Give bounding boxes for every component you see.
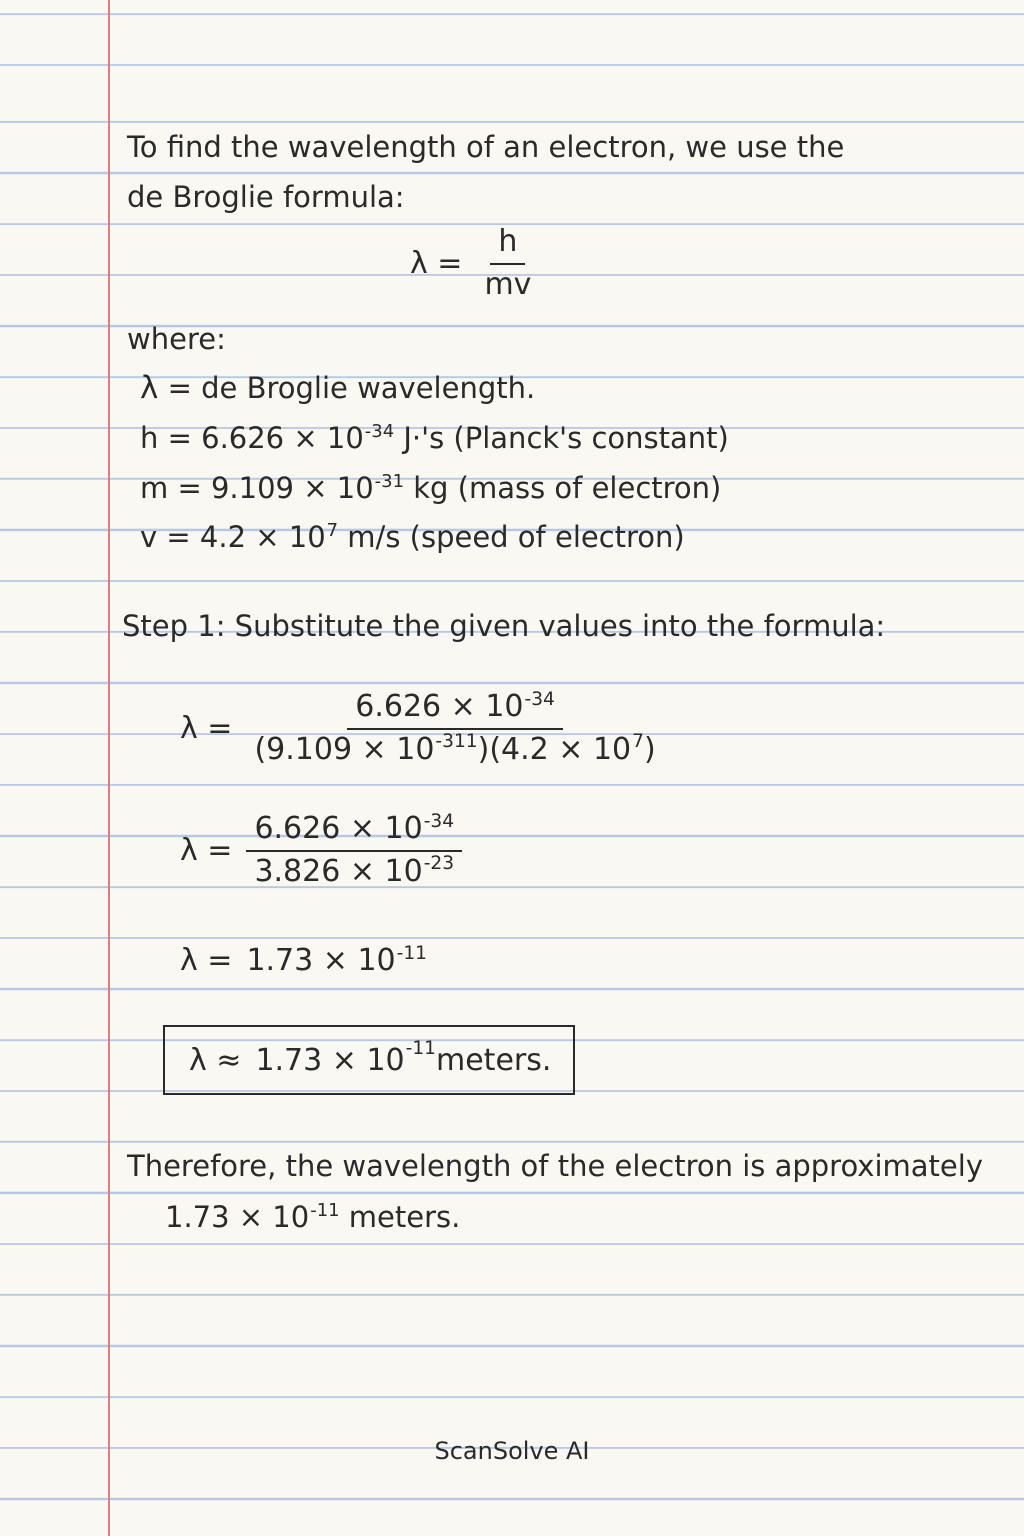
definition-m (140, 471, 722, 505)
conclusion-unit: meters. (339, 1200, 461, 1234)
eq2-denominator (246, 852, 462, 890)
v-description: m/s (speed of electron) (338, 520, 685, 554)
eq1-num-base: 6.626 × 10 (355, 689, 524, 724)
m-value: m = 9.109 × 10 (140, 471, 374, 505)
eq3-lhs: λ = (180, 943, 233, 978)
step-1-heading: Step 1: Substitute the given values into the formula: (122, 609, 886, 643)
eq3-exponent: -11 (396, 942, 427, 964)
intro-line-2: de Broglie formula: (127, 180, 405, 214)
eq1-den-speed-exponent: 7 (632, 731, 644, 753)
answer-exponent: -11 (405, 1038, 436, 1060)
eq2-numerator (246, 812, 462, 852)
answer-unit: meters. (436, 1042, 552, 1078)
answer-lhs: λ ≈ (189, 1042, 242, 1078)
m-exponent: -31 (374, 471, 405, 493)
red-margin-line (108, 0, 110, 1536)
eq1-num-exponent: -34 (524, 688, 555, 710)
eq3-value (246, 943, 427, 978)
definition-v (140, 520, 685, 554)
conclusion-line-1: Therefore, the wavelength of the electron is approximately (127, 1149, 983, 1183)
eq2-fraction (246, 812, 462, 889)
formula-lhs: λ = (410, 246, 463, 281)
definition-h (140, 421, 729, 455)
eq1-numerator (347, 690, 563, 730)
eq1-denominator (246, 730, 663, 768)
eq1-fraction (246, 690, 663, 767)
where-label: where: (127, 322, 226, 356)
conclusion-base: 1.73 × 10 (165, 1200, 310, 1234)
lambda-definition-text: = de Broglie wavelength. (158, 371, 536, 405)
v-exponent: 7 (326, 520, 339, 542)
conclusion-exponent: -11 (310, 1200, 340, 1222)
h-exponent: -34 (364, 421, 395, 443)
eq1-den-speed-base: (4.2 × 10 (489, 731, 632, 767)
eq1-den-mass-base: (9.109 × 10 (254, 731, 435, 767)
result-equation (180, 943, 427, 978)
eq3-base: 1.73 × 10 (246, 943, 396, 978)
eq2-num-exponent: -34 (423, 810, 455, 832)
answer-base: 1.73 × 10 (255, 1042, 405, 1078)
lambda-symbol: λ (140, 370, 159, 406)
eq2-lhs: λ = (180, 833, 233, 868)
eq2-den-base: 3.826 × 10 (254, 853, 423, 889)
intro-line-1: To find the wavelength of an electron, we use the (127, 130, 845, 164)
footer-branding: ScanSolve AI (434, 1437, 590, 1465)
eq2-num-base: 6.626 × 10 (254, 811, 423, 846)
m-description: kg (mass of electron) (404, 471, 722, 505)
definition-lambda (140, 370, 536, 406)
eq1-lhs: λ = (180, 711, 233, 746)
formula-denominator: mv (484, 266, 532, 302)
eq2-den-exponent: -23 (423, 853, 455, 875)
eq1-den-mass-close: ) (477, 731, 490, 767)
answer-box (163, 1025, 575, 1095)
simplified-equation (180, 812, 462, 889)
h-description: J·'s (Planck's constant) (394, 421, 729, 455)
v-value: v = 4.2 × 10 (140, 520, 326, 554)
formula-numerator: h (490, 225, 525, 265)
de-broglie-formula (410, 225, 539, 302)
h-value: h = 6.626 × 10 (140, 421, 364, 455)
conclusion-line-2 (165, 1200, 461, 1234)
formula-fraction (476, 225, 539, 302)
eq1-den-mass-exponent: -311 (435, 731, 478, 753)
eq1-den-speed-close: ) (643, 731, 656, 767)
substitution-equation (180, 690, 664, 767)
